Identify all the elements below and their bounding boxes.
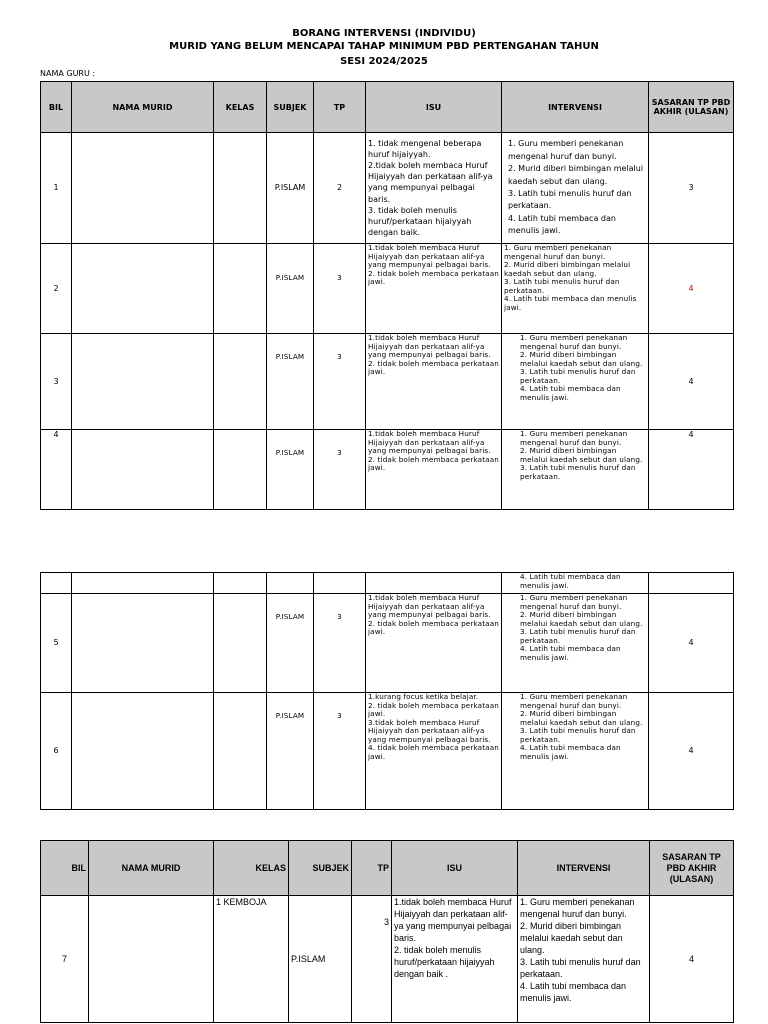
intervention-item: 2. Murid diberi bimbingan melalui kaedah sebut dan ulang. bbox=[520, 921, 623, 955]
row-intervensi bbox=[502, 693, 649, 810]
row-tp: 3 bbox=[352, 896, 392, 1023]
intervention-item: 2. Murid diberi bimbingan melalui kaedah sebut dan ulang. bbox=[520, 446, 643, 464]
col-kelas: KELAS bbox=[214, 841, 289, 896]
intervention-item: 4. Latih tubi membaca dan menulis jawi. bbox=[520, 981, 627, 1003]
row-subjek: P.ISLAM bbox=[267, 594, 314, 693]
table-row bbox=[41, 430, 734, 510]
row-tp: 3 bbox=[314, 594, 366, 693]
col-isu: ISU bbox=[366, 82, 502, 133]
row-sasaran: 3 bbox=[649, 133, 734, 244]
row-isu: 1.tidak boleh membaca Huruf Hijaiyyah dan perkataan alif-ya yang mempunyai pelbagai baris. 2. tidak boleh menulis huruf/perkataan hijaiyyah dengan baik . bbox=[392, 896, 518, 1023]
intervention-item: 1. Guru memberi penekanan mengenal huruf dan bunyi. bbox=[520, 333, 628, 351]
row-bil: 7 bbox=[41, 896, 89, 1023]
row-bil: 6 bbox=[41, 693, 72, 810]
row-isu: 1.tidak boleh membaca Huruf Hijaiyyah dan perkataan alif-ya yang mempunyai pelbagai baris. 2. tidak boleh membaca perkataan jawi. bbox=[366, 430, 502, 510]
row-sasaran: 4 bbox=[649, 244, 734, 334]
teacher-name-label: NAMA GURU : bbox=[40, 69, 96, 78]
form-subtitle: MURID YANG BELUM MENCAPAI TAHAP MINIMUM PBD PERTENGAHAN TAHUN bbox=[169, 41, 599, 52]
row-isu bbox=[366, 573, 502, 594]
intervention-item: 3. Latih tubi menulis huruf dan perkataan. bbox=[508, 189, 632, 211]
row-sasaran: 4 bbox=[649, 334, 734, 430]
row-kelas bbox=[214, 244, 267, 334]
row-kelas bbox=[214, 693, 267, 810]
row-subjek: P.ISLAM bbox=[267, 430, 314, 510]
row-bil: 4 bbox=[41, 430, 72, 510]
row-sasaran: 4 bbox=[650, 896, 734, 1023]
col-subjek: SUBJEK bbox=[267, 82, 314, 133]
row-subjek: P.ISLAM bbox=[267, 133, 314, 244]
col-nama-murid: NAMA MURID bbox=[89, 841, 214, 896]
intervention-item: 2. Murid diberi bimbingan melalui kaedah sebut dan ulang. bbox=[520, 709, 643, 727]
col-nama-murid: NAMA MURID bbox=[72, 82, 214, 133]
intervention-item: 3. Latih tubi menulis huruf dan perkataan. bbox=[520, 367, 636, 385]
table-row bbox=[41, 334, 734, 430]
col-tp: TP bbox=[352, 841, 392, 896]
intervention-item: 1. Guru memberi penekanan mengenal huruf dan bunyi. bbox=[520, 897, 635, 919]
row-nama bbox=[72, 133, 214, 244]
table-row bbox=[41, 693, 734, 810]
row-bil: 1 bbox=[41, 133, 72, 244]
row-tp: 3 bbox=[314, 430, 366, 510]
col-sasaran: SASARAN TP PBD AKHIR (ULASAN) bbox=[649, 82, 734, 133]
row-subjek: P.ISLAM bbox=[289, 896, 352, 1023]
row-nama bbox=[72, 594, 214, 693]
col-bil: BIL bbox=[41, 841, 89, 896]
row-intervensi bbox=[502, 430, 649, 510]
row-tp: 3 bbox=[314, 693, 366, 810]
intervention-item: 3. Latih tubi menulis huruf dan perkataan. bbox=[520, 627, 636, 645]
row-isu: 1.tidak boleh membaca Huruf Hijaiyyah dan perkataan alif-ya yang mempunyai pelbagai baris. 2. tidak boleh membaca perkataan jawi. bbox=[366, 244, 502, 334]
intervention-item: 3. Latih tubi menulis huruf dan perkataan. bbox=[520, 463, 636, 481]
row-isu: 1.tidak boleh membaca Huruf Hijaiyyah dan perkataan alif-ya yang mempunyai pelbagai baris. 2. tidak boleh membaca perkataan jawi. bbox=[366, 334, 502, 430]
intervention-item: 2. Murid diberi bimbingan melalui kaedah sebut dan ulang. bbox=[520, 350, 643, 368]
row-isu: 1.kurang focus ketika belajar. 2. tidak boleh membaca perkataan jawi. 3.tidak boleh membaca Huruf Hijaiyyah dan perkataan alif-ya yang mempunyai pelbagai baris. 4. tidak boleh membaca perkataan jawi. bbox=[366, 693, 502, 810]
table-header-row bbox=[41, 841, 734, 896]
intervention-item: 1. Guru memberi penekanan mengenal huruf dan bunyi. bbox=[508, 139, 624, 161]
col-tp: TP bbox=[314, 82, 366, 133]
row-tp: 3 bbox=[314, 244, 366, 334]
row-isu: 1.tidak boleh membaca Huruf Hijaiyyah dan perkataan alif-ya yang mempunyai pelbagai baris. 2. tidak boleh membaca perkataan jawi. bbox=[366, 594, 502, 693]
intervention-item: 2. Murid diberi bimbingan melalui kaedah sebut dan ulang. bbox=[504, 260, 631, 278]
intervention-table-2 bbox=[40, 572, 734, 810]
row-sasaran: 4 bbox=[649, 430, 734, 510]
intervention-item: 4. Latih tubi membaca dan menulis jawi. bbox=[520, 743, 621, 761]
row-tp: 2 bbox=[314, 133, 366, 244]
row-kelas bbox=[214, 573, 267, 594]
intervention-item: 1. Guru memberi penekanan mengenal huruf dan bunyi. bbox=[520, 692, 628, 710]
table-row bbox=[41, 896, 734, 1023]
row-nama bbox=[72, 573, 214, 594]
row-intervensi bbox=[502, 244, 649, 334]
row-intervensi bbox=[502, 334, 649, 430]
row-tp bbox=[314, 573, 366, 594]
table-row-continued bbox=[41, 573, 734, 594]
col-sasaran: SASARAN TP PBD AKHIR (ULASAN) bbox=[650, 841, 734, 896]
row-bil: 2 bbox=[41, 244, 72, 334]
row-sasaran bbox=[649, 573, 734, 594]
row-subjek: P.ISLAM bbox=[267, 693, 314, 810]
row-kelas bbox=[214, 334, 267, 430]
form-session: SESI 2024/2025 bbox=[340, 56, 428, 67]
row-nama bbox=[72, 334, 214, 430]
row-subjek: P.ISLAM bbox=[267, 244, 314, 334]
row-intervensi bbox=[502, 133, 649, 244]
intervention-item: 2. Murid diberi bimbingan melalui kaedah sebut dan ulang. bbox=[520, 610, 643, 628]
col-bil: BIL bbox=[41, 82, 72, 133]
row-tp: 3 bbox=[314, 334, 366, 430]
row-nama bbox=[72, 244, 214, 334]
row-nama bbox=[72, 430, 214, 510]
row-bil bbox=[41, 573, 72, 594]
intervention-item: 3. Latih tubi menulis huruf dan perkataan. bbox=[520, 957, 641, 979]
row-isu: 1. tidak mengenal beberapa huruf hijaiyyah. 2.tidak boleh membaca Huruf Hijaiyyah dan perkataan alif-ya yang mempunyai pelbagai baris. 3. tidak boleh menulis huruf/perkataan hijaiyyah dengan baik. bbox=[366, 133, 502, 244]
intervention-item: 4. Latih tubi membaca dan menulis jawi. bbox=[520, 644, 621, 662]
row-subjek: P.ISLAM bbox=[267, 334, 314, 430]
intervention-table-3 bbox=[40, 840, 734, 1023]
row-kelas bbox=[214, 133, 267, 244]
row-intervensi: 4. Latih tubi membaca dan menulis jawi. bbox=[502, 573, 649, 594]
row-kelas: 1 KEMBOJA bbox=[214, 896, 289, 1023]
intervention-item: 1. Guru memberi penekanan mengenal huruf dan bunyi. bbox=[504, 243, 612, 261]
form-title: BORANG INTERVENSI (INDIVIDU) bbox=[292, 28, 476, 39]
col-intervensi: INTERVENSI bbox=[502, 82, 649, 133]
intervention-item: 4. Latih tubi membaca dan menulis jawi. bbox=[504, 294, 637, 312]
row-kelas bbox=[214, 430, 267, 510]
col-kelas: KELAS bbox=[214, 82, 267, 133]
intervention-table-1 bbox=[40, 81, 734, 510]
col-intervensi: INTERVENSI bbox=[518, 841, 650, 896]
row-kelas bbox=[214, 594, 267, 693]
row-sasaran: 4 bbox=[649, 693, 734, 810]
intervention-item: 3. Latih tubi menulis huruf dan perkataan. bbox=[520, 726, 636, 744]
intervention-item: 1. Guru memberi penekanan mengenal huruf dan bunyi. bbox=[520, 429, 628, 447]
row-bil: 5 bbox=[41, 594, 72, 693]
table-row bbox=[41, 244, 734, 334]
table-row bbox=[41, 133, 734, 244]
col-isu: ISU bbox=[392, 841, 518, 896]
row-subjek bbox=[267, 573, 314, 594]
col-subjek: SUBJEK bbox=[289, 841, 352, 896]
intervention-item: 3. Latih tubi menulis huruf dan perkataan. bbox=[504, 277, 620, 295]
intervention-item: 4. Latih tubi membaca dan menulis jawi. bbox=[508, 213, 616, 236]
intervention-item: 1. Guru memberi penekanan mengenal huruf dan bunyi. bbox=[520, 593, 628, 611]
table-row bbox=[41, 594, 734, 693]
table-header-row bbox=[41, 82, 734, 133]
row-nama bbox=[72, 693, 214, 810]
intervention-item: 4. Latih tubi membaca dan menulis jawi. bbox=[520, 384, 621, 402]
intervention-item: 2. Murid diberi bimbingan melalui kaedah sebut dan ulang. bbox=[508, 164, 644, 186]
row-nama bbox=[89, 896, 214, 1023]
row-intervensi bbox=[502, 594, 649, 693]
row-intervensi bbox=[518, 896, 650, 1023]
row-sasaran: 4 bbox=[649, 594, 734, 693]
row-bil: 3 bbox=[41, 334, 72, 430]
